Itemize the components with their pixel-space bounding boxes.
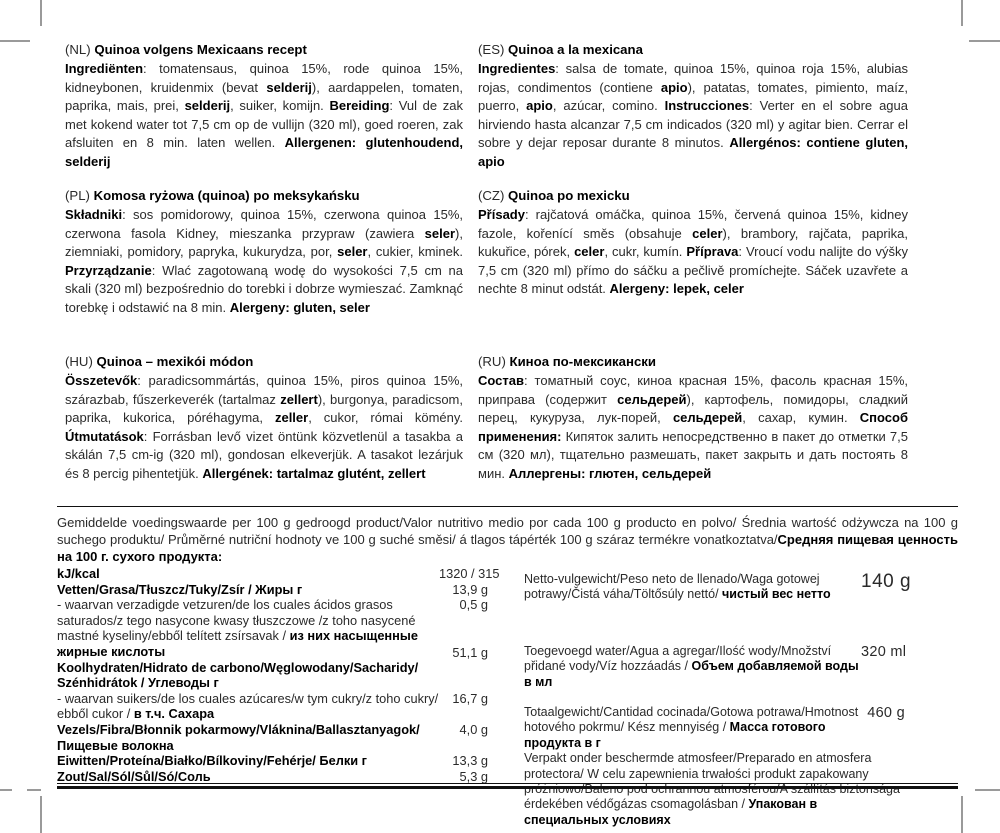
bold-text: Instrucciones [664,98,750,114]
nutrition-label [57,597,439,659]
nutrition-value: 4,0 g [459,721,488,737]
bold-text: zeller [274,410,309,426]
bold-text: Аллергены: глютен, сельдерей [508,465,712,481]
crop-mark-bottom-left-vertical [40,796,42,833]
section-nl-title: Quinoa volgens Mexicaans recept [94,42,307,57]
section-nl [65,40,463,172]
section-es [478,40,908,172]
nutrition-row [57,753,488,769]
text: Koolhydraten/Hidrato de carbono/Węglowodany/Sacharidy/ Szénhidrátok / Углеводы г [57,659,419,691]
bold-text: Przyrządzanie [65,262,152,278]
text: : Vroucí vodu nalijte do výšky 7,5 cm (320 ml) přímo do sáčku a pečlivě promíchejte. Sáček uzavřete a nechte 8 minut odstát. [478,244,908,297]
text: , cukr, kumín. [604,244,687,260]
section-pl-heading [65,186,463,205]
bold-text: Способ применения: [478,410,908,444]
nutrition-row [57,691,488,722]
bold-text: Объем добавляемой воды в мл [524,659,859,689]
lang-code-nl: (NL) [65,42,91,57]
section-hu-heading [65,352,463,371]
nutrition-row [57,644,488,691]
lang-code-es: (ES) [478,42,505,57]
bold-text: Bereiding [329,98,390,114]
text: : Wlać zagotowaną wodę do wysokości 7,5 cm na skali (320 ml) bezpośrednio do torebki i dobrze wymieszać. Zamknąć torebkę i odstawić na 8 min. [65,262,463,315]
section-ru [478,352,908,484]
package-info-label [524,572,861,603]
bold-text: apio [660,79,688,95]
bold-text: Składniki [65,207,123,222]
nutrition-row [57,722,488,753]
text: Zout/Sal/Sól/Sůl/Só/Соль [57,768,211,784]
bold-text: Alergeny: gluten, seler [229,299,370,315]
package-info-label [524,644,861,690]
package-info-label [524,705,861,751]
nutrition-value: 51,1 g [452,644,488,660]
section-pl-body [65,206,463,318]
section-hu-title: Quinoa – mexikói módon [96,354,254,369]
crop-mark-top-left-vertical [40,0,42,26]
package-info-row [524,705,905,751]
section-es-heading [478,40,908,59]
bold-text: celer [574,244,605,260]
text: : paradicsommártás, quinoa 15%, piros quinoa 15%, szárazbab, fűszerkeverék (tartalmaz [65,373,463,407]
nutrition-row [57,769,488,785]
text: ), ziemniaki, pomidory, papryka, kukurydza, por, [65,225,463,260]
bold-text: в т.ч. Сахара [133,706,215,722]
text: Verpakt onder beschermde atmosfeer/Preparado en atmosfera protectora/ W celu zapewnienia trwałości produkt zapakowany próżniowo/Baleno pod ochrannou atmosférou/A szállítás biztonsága érdekében védőgázas csomagolásban / [524,751,900,812]
bold-text: Alergeny: lepek, celer [609,281,744,297]
bold-text: Средняя пищевая ценность на 100 г. сухого продукта: [57,532,959,564]
crop-mark-top-right-vertical [961,0,963,26]
crop-mark-bottom-right-horizontal [975,789,1000,791]
section-pl [65,186,463,318]
bold-text: Пищевые волокна [57,737,174,753]
lang-code-ru: (RU) [478,354,506,369]
text: Netto-vulgewicht/Peso neto de llenado/Waga gotowej potrawy/Čistá váha/Töltősúly nettó/ [524,572,820,602]
nutrition-value: 13,9 g [452,581,488,597]
bold-text: zellert [280,391,318,407]
bold-text: seler [424,225,456,241]
text: : tomatensaus, quinoa 15%, rode quinoa 15%, kidneybonen, kruidenmix (bevat [65,61,463,95]
section-cz-heading [478,186,908,205]
text: Кипяток залить непосредственно в пакет до отметки 7,5 см (320 мл), тщательно размешать, пакет закрыть и дать постоять 8 мин. [478,428,908,481]
text: : sos pomidorowy, quinoa 15%, czerwona quinoa 15%, czerwona fasola Kidney, mieszanka przypraw (zawiera [65,207,463,241]
text: Vetten/Grasa/Tłuszcz/Tuky/Zsír / Жиры г [57,581,303,597]
text: Gemiddelde voedingswaarde per 100 g gedroogd product/Valor nutritivo medio por cada 100 g producto en polvo/ Średnia wartość odżywcza na 100 g suchego produktu/ Průměrné nutriční hodnoty ve 100 g suché směsi/ á tlagos tápérték 100 g száraz termékre vonatkoztatva/ [57,515,958,547]
bold-text: Упакован в специальных условиях [524,797,818,827]
nutrition-row [57,566,500,582]
nutrition-label [57,691,439,722]
text: Vezels/Fibra/Błonnik pokarmowy/Vláknina/Ballasztanyagok/ [57,721,420,737]
lang-code-cz: (CZ) [478,188,505,203]
bold-text: сельдерей [672,410,743,426]
nutrition-table-left [57,566,500,784]
package-info-row [524,751,905,828]
section-ru-body [478,372,908,484]
crop-mark-top-left-horizontal [0,40,30,42]
nutrition-label [57,582,439,598]
package-info-row [524,644,905,690]
nutrition-bottom-rule [57,783,958,789]
text: : rajčatová omáčka, quinoa 15%, červená quinoa 15%, kidney fazole, kořenící směs (obsahuje [478,207,908,241]
nutrition-value: 13,3 g [452,753,488,769]
bold-text: Összetevők [65,373,138,388]
package-info-row [524,571,912,603]
bold-text: Útmutatások [65,428,144,444]
nutrition-value: 1320 / 315 [439,566,500,581]
section-cz-title: Quinoa po mexicku [508,188,630,203]
section-cz [478,186,908,299]
crop-mark-bottom-right-vertical [961,796,963,833]
nutrition-value: 0,5 g [459,597,488,613]
text: kJ/kcal [57,566,100,581]
section-ru-title: Киноа по-мексикански [509,354,657,369]
crop-mark-top-right-horizontal [969,40,1000,42]
bold-text: Přísady [478,207,525,222]
nutrition-statement [57,514,958,565]
bold-text: celer [692,225,723,241]
text: ), brambory, rajčata, paprika, kukuřice, pórek, [478,225,908,260]
bold-text: Příprava [686,244,739,260]
crop-mark-bottom-left-horizontal-outer [0,789,12,791]
nutrition-table-right [524,571,912,828]
text: , cukor, római kömény. [308,410,463,426]
package-info-value: 460 g [867,705,905,722]
bold-text: Allergenen: glutenhoudend, selderij [65,135,464,169]
nutrition-label [57,566,439,582]
nutrition-label [57,660,439,691]
text: ), patatas, tomates, pimiento, maíz, puerro, [478,79,909,114]
section-hu [65,352,463,484]
section-nl-heading [65,40,463,59]
text: Totaalgewicht/Cantidad cocinada/Gotowa potrawa/Hmotnost hotového pokrmu/ Kész mennyiség / [524,705,859,735]
bold-text: apio [526,98,553,114]
package-info-value: 140 g [861,571,912,592]
nutrition-value: 16,7 g [452,690,488,706]
nutrition-value: 5,3 g [459,768,488,784]
text: Eiwitten/Proteína/Białko/Bílkoviny/Fehérje/ Белки г [57,753,368,769]
bold-text: Масса готового продукта в г [524,720,826,750]
crop-mark-bottom-left-horizontal-inner [27,789,41,791]
text: : salsa de tomate, quinoa 15%, quinoa roja 15%, alubias rojas, condimentos (contiene [478,61,908,95]
nutrition-row [57,597,488,659]
text: : Verter en el sobre agua hirviendo hasta alcanzar 7,5 cm indicados (320 ml) y agitar bien. Cerrar el sobre y dejar reposar durante 8 minutos. [478,98,908,151]
nutrition-label [57,753,439,769]
nutrition-top-rule [57,506,958,507]
text: - waarvan suikers/de los cuales azúcares/w tym cukry/z toho cukry/ ebből cukor / [57,690,439,722]
section-cz-body [478,206,908,299]
lang-code-pl: (PL) [65,188,90,203]
section-es-body [478,60,908,172]
nutrition-label [57,769,439,785]
text: , сахар, кумин. [742,410,860,426]
text: - waarvan verzadigde vetzuren/de los cuales ácidos grasos saturados/z tego nasycone kwasy tłuszczowe /z toho nasycené mastné kyseliny/ebből telített zsírsavak / [57,597,416,644]
package-info-value: 320 ml [861,643,907,660]
text: ), aardappelen, tomaten, paprika, mais, prei, [65,79,463,114]
bold-text: сельдерей [617,391,687,407]
section-pl-title: Komosa ryżowa (quinoa) po meksykańsku [93,188,360,203]
bold-text: Состав [478,373,524,388]
nutrition-row [57,582,488,598]
bold-text: Ingredientes [478,61,556,76]
text: Toegevoegd water/Agua a agregar/Ilość wody/Množství přidané vody/Víz hozzáadás / [524,643,832,674]
text: : томатный соус, киноа красная 15%, фасоль красная 15%, приправа (содержит [478,373,908,407]
section-nl-body [65,60,463,172]
section-es-title: Quinoa a la mexicana [508,42,643,57]
text: : Forrásban levő vizet öntünk közvetlenül a tasakba a skálán 7,5 cm-ig (320 ml), gondosan elkeverjük. A tasakot lezárjuk és 8 percig pihentetjük. [65,428,463,481]
bold-text: чистый вес нетто [722,587,831,602]
bold-text: seler [337,244,368,260]
bold-text: Allergénos: contiene gluten, apio [478,135,909,169]
section-hu-body [65,372,463,484]
text: , cukier, kminek. [367,244,463,260]
bold-text: Ingrediënten [65,61,144,76]
nutrition-label [57,722,439,753]
text: , suiker, komijn. [230,98,330,114]
section-ru-heading [478,352,908,371]
text: ), burgonya, paradicsom, paprika, kukorica, póréhagyma, [65,391,463,426]
bold-text: Allergének: tartalmaz glutént, zellert [202,465,426,481]
text: ), картофель, помидоры, сладкий перец, кукуруза, лук-порей, [478,391,908,426]
text: , azúcar, comino. [552,98,665,114]
bold-text: selderij [266,79,312,95]
lang-code-hu: (HU) [65,354,93,369]
bold-text: selderij [184,98,231,114]
bold-text: из них насыщенные жирные кислоты [57,628,418,659]
text: : Vul de zak met kokend water tot 7,5 cm op de vullijn (320 ml), goed roeren, zak afsluiten en 8 min. laten wellen. [65,98,464,151]
package-info-label [524,751,905,828]
